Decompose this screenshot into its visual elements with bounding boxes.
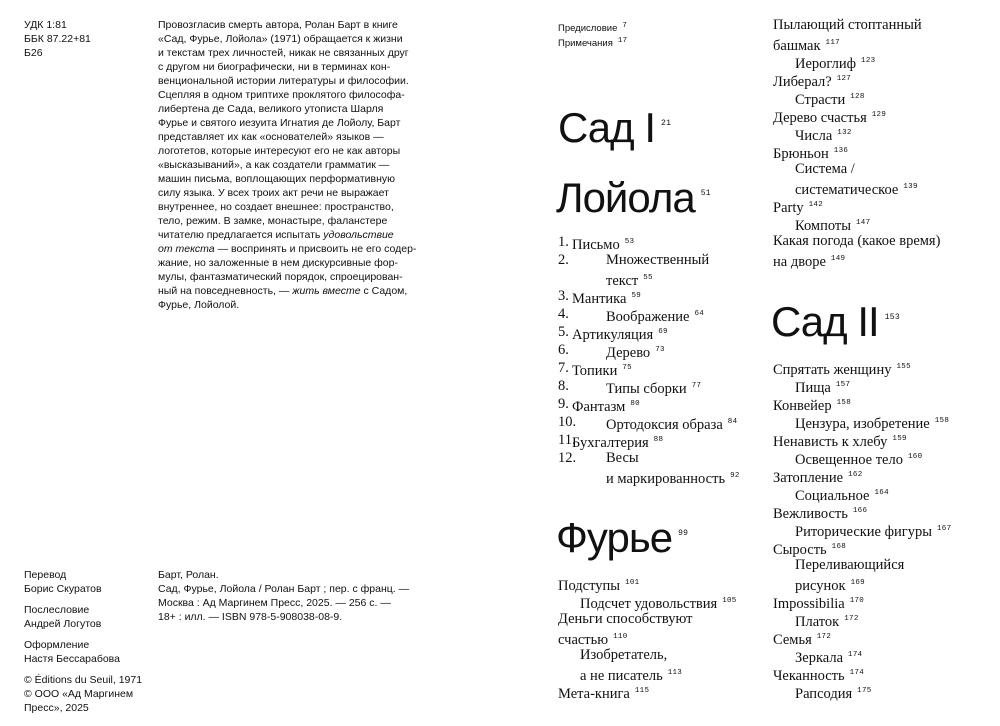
chapter-title: Мантика	[572, 290, 627, 307]
toc-entry[interactable]	[558, 646, 758, 682]
toc-entry[interactable]	[773, 502, 993, 520]
part-heading-sade-1[interactable]	[558, 104, 671, 152]
copyright	[24, 673, 142, 715]
chapter-title: Подступы	[558, 577, 621, 594]
toc-entry-text	[606, 251, 709, 290]
toc-preface[interactable]	[558, 20, 627, 35]
chapter-number: 1.	[558, 234, 569, 250]
toc-entry-text	[580, 646, 682, 685]
chapter-title: Вежливость	[773, 505, 848, 522]
page-number: 168	[831, 543, 847, 551]
page-number: 169	[850, 579, 865, 587]
page-number: 64	[694, 310, 705, 318]
chapter-title: Множественный	[606, 252, 710, 268]
toc-entry[interactable]	[773, 394, 993, 412]
biblio-line: Сад, Фурье, Лойола / Ролан Барт ; пер. с франц. —	[158, 583, 410, 595]
page-number: 128	[850, 93, 865, 101]
chapter-title: Party	[773, 199, 804, 216]
annotation-text: венциональной истории литературы и философии.	[158, 75, 409, 87]
bibliographic-record	[158, 568, 428, 624]
page-number: 155	[896, 363, 911, 371]
annotation-line	[158, 32, 422, 46]
page-number: 55	[643, 274, 653, 282]
page-number: 17	[617, 37, 628, 46]
page-number: 164	[874, 489, 889, 497]
annotation-text: представляет их как «основателей» языков —	[158, 131, 384, 143]
credit-name: Борис Скуратов	[24, 583, 102, 595]
chapter-title: Цензура, изобретение	[795, 415, 930, 432]
chapter-number: 2.	[558, 252, 569, 268]
page-number: 160	[907, 453, 923, 461]
part-title: Лойола	[556, 174, 695, 221]
page-number: 153	[884, 313, 900, 322]
chapter-title: Ортодоксия образа	[606, 416, 723, 433]
annotation-line	[158, 18, 422, 32]
page-number: 166	[852, 507, 868, 515]
toc-entry[interactable]	[773, 592, 993, 610]
toc-entry[interactable]	[773, 52, 993, 70]
chapter-title: Типы сборки	[606, 380, 687, 397]
toc-entry[interactable]	[773, 538, 993, 556]
toc-entry[interactable]	[773, 682, 993, 700]
annotation-text: мулы, фантазматический порядок, спроецирован-	[158, 271, 403, 283]
toc-entry[interactable]	[558, 341, 758, 359]
chapter-title: Изобретатель,	[580, 647, 668, 663]
page-number: 174	[849, 669, 865, 677]
page-number: 75	[622, 364, 632, 372]
chapter-title: Социальное	[795, 487, 870, 504]
part-title: Сад II	[771, 298, 879, 345]
annotation-text: читателю предлагается испытать	[158, 229, 324, 241]
toc-entry[interactable]	[773, 232, 993, 268]
toc-entry-text	[558, 610, 692, 649]
annotation-text: Сцепляя в одном триптихе проклятого философа-	[158, 89, 405, 101]
chapter-title: Пища	[795, 379, 831, 396]
chapter-number: 4.	[558, 306, 569, 322]
chapter-number: 12.	[558, 450, 577, 466]
toc-entry[interactable]	[773, 412, 993, 430]
chapter-title-continued: на дворе	[773, 253, 826, 270]
front-matter	[558, 20, 627, 50]
chapter-title: Переливающийся	[795, 557, 905, 573]
chapter-title: Мета-книга	[558, 685, 630, 702]
annotation-text: Провозгласив смерть автора, Ролан Барт в книге	[158, 19, 398, 31]
annotation-text: «высказываний», а как создатели грамматик —	[158, 159, 390, 171]
toc-entry[interactable]	[773, 160, 993, 196]
toc-entry-text	[795, 556, 904, 595]
toc-entry[interactable]	[558, 323, 758, 341]
annotation-text: тело, режим. В замке, монастыре, фаланстере	[158, 215, 388, 227]
chapter-title: Страсти	[795, 91, 846, 108]
toc-entry[interactable]	[558, 449, 758, 485]
annotation-line	[158, 200, 422, 214]
page-number: 80	[630, 400, 640, 408]
annotation-line	[158, 74, 422, 88]
toc-entry[interactable]	[773, 196, 993, 214]
page-number: 113	[667, 669, 683, 677]
toc-entry[interactable]	[773, 358, 993, 376]
toc-title: Предисловие	[558, 23, 618, 35]
toc-entry[interactable]	[773, 484, 993, 502]
chapter-number: 7.	[558, 360, 569, 376]
chapter-number: 10.	[558, 414, 577, 430]
chapter-title-continued: а не писатель	[580, 667, 663, 684]
page-number: 117	[825, 39, 840, 47]
page-number: 162	[848, 471, 863, 479]
part-heading-sade-2[interactable]	[771, 298, 900, 346]
catalog-codes	[24, 18, 91, 60]
credit-afterword	[24, 603, 142, 631]
credit-role: Послесловие	[24, 604, 90, 616]
annotation-text: жание, но заложенные в нем дискурсивные фор-	[158, 257, 398, 269]
toc-entry[interactable]	[558, 377, 758, 395]
biblio-line: Москва : Ад Маргинем Пресс, 2025. — 256 с. —	[158, 597, 391, 609]
page-number: 123	[861, 57, 876, 65]
chapter-title: Фантазм	[572, 398, 626, 415]
part-title: Фурье	[556, 514, 673, 561]
chapter-title: Система /	[795, 161, 855, 177]
author-mark: Б26	[24, 47, 43, 59]
toc-entry[interactable]	[773, 466, 993, 484]
toc-entry[interactable]	[558, 592, 758, 610]
annotation-text: логотетов, которые интересуют его не как авторы	[158, 145, 401, 157]
toc-entry-text	[795, 682, 872, 703]
chapter-title: Топики	[572, 362, 618, 379]
annotation-line	[158, 270, 422, 284]
toc-entry[interactable]	[773, 124, 993, 142]
chapter-title: Пылающий стоптанный	[773, 17, 922, 33]
chapter-title: Рапсодия	[795, 685, 853, 702]
credit-role: Оформление	[24, 639, 90, 651]
annotation-line	[158, 256, 422, 270]
chapter-title: Семья	[773, 631, 812, 648]
page-number: 77	[691, 382, 702, 390]
annotation-line	[158, 130, 422, 144]
chapter-title: Impossibilia	[773, 595, 845, 612]
part-title: Сад I	[558, 104, 656, 151]
chapter-title: Деньги способствуют	[558, 611, 693, 627]
annotation-text: силу языка. У всех троих акт речи не выражает	[158, 187, 389, 199]
chapter-title: Артикуляция	[572, 326, 654, 343]
annotation-line	[158, 186, 422, 200]
toc-entry[interactable]	[773, 106, 993, 124]
chapter-title-continued: текст	[606, 272, 639, 289]
chapter-title: Ненависть к хлебу	[773, 433, 888, 450]
chapter-title: Воображение	[606, 308, 690, 325]
chapter-title: Весы	[606, 450, 639, 466]
biblio-line: 18+ : илл. — ISBN 978-5-908038-08-9.	[158, 611, 343, 623]
page-number: 159	[892, 435, 907, 443]
page-number: 84	[727, 418, 738, 426]
chapter-title: Дерево	[606, 344, 651, 361]
page-number: 172	[844, 615, 859, 623]
annotation-text: машин письма, воплощающих перформативную	[158, 173, 396, 185]
chapter-title: Числа	[795, 127, 833, 144]
chapter-title: Письмо	[572, 236, 620, 253]
toc-entry[interactable]	[773, 214, 993, 232]
annotation-line	[158, 214, 422, 228]
chapter-title-continued: счастью	[558, 631, 609, 648]
page-number: 136	[833, 147, 849, 155]
chapter-title: Либерал?	[773, 73, 832, 90]
chapter-title: Чеканность	[773, 667, 845, 684]
toc-entry[interactable]	[773, 664, 993, 682]
page-number: 129	[871, 111, 887, 119]
page-number: 132	[837, 129, 852, 137]
page-number: 147	[856, 219, 871, 227]
credit-design	[24, 638, 142, 666]
page-number: 172	[816, 633, 832, 641]
annotation-text: — воспринять и присвоить не его содер-	[214, 243, 417, 255]
page-number: 149	[830, 255, 846, 263]
bbk-code: ББК 87.22+81	[24, 33, 91, 45]
toc-entry[interactable]	[773, 448, 993, 466]
chapter-title-continued: систематическое	[795, 181, 899, 198]
toc-entry[interactable]	[558, 431, 758, 449]
chapter-title-continued: и маркированность	[606, 470, 726, 487]
chapter-title: Платок	[795, 613, 840, 630]
chapter-title: Зеркала	[795, 649, 844, 666]
part-heading-loyola[interactable]	[556, 174, 711, 222]
toc-entry[interactable]	[558, 413, 758, 431]
toc-entry[interactable]	[773, 70, 993, 88]
chapter-title: Какая погода (какое время)	[773, 233, 941, 249]
chapter-number: 9.	[558, 396, 569, 412]
chapter-title: Дерево счастья	[773, 109, 867, 126]
chapter-title: Подсчет удовольствия	[580, 595, 718, 612]
chapter-title: Конвейер	[773, 397, 832, 414]
annotation-text: «Сад, Фурье, Лойола» (1971) обращается к жизни	[158, 33, 403, 45]
page-number: 73	[655, 346, 665, 354]
chapter-title-continued: башмак	[773, 37, 821, 54]
page-number: 158	[934, 417, 950, 425]
toc-entry-text	[606, 449, 740, 488]
annotation-text: и текстам трех личностей, никак не связанных друг	[158, 47, 409, 59]
page-number: 158	[836, 399, 852, 407]
biblio-line: Барт, Ролан.	[158, 569, 219, 581]
chapter-title: Сырость	[773, 541, 827, 558]
chapter-title-continued: рисунок	[795, 577, 846, 594]
page-number: 99	[678, 529, 689, 538]
annotation-line	[158, 102, 422, 116]
annotation-line	[158, 284, 422, 298]
annotation-line	[158, 46, 422, 60]
page-number: 88	[653, 436, 664, 444]
page-number: 92	[730, 472, 740, 480]
toc-entry-text	[773, 16, 922, 55]
page-number: 115	[634, 687, 650, 695]
page-number: 7	[622, 22, 628, 30]
page-number: 139	[903, 183, 918, 191]
left-page	[0, 0, 498, 726]
emphasis-text: от текста	[158, 243, 215, 255]
page-number: 53	[624, 238, 635, 246]
toc-entry[interactable]	[773, 16, 993, 52]
credit-name: Андрей Логутов	[24, 618, 102, 630]
toc-entry[interactable]	[773, 646, 993, 664]
annotation-text: с Садом,	[360, 285, 408, 297]
emphasis-text: жить вместе	[292, 285, 361, 297]
fourier-chapter-list-continued	[773, 16, 993, 268]
udk-code: УДК 1:81	[24, 19, 67, 31]
toc-entry[interactable]	[773, 142, 993, 160]
credit-role: Перевод	[24, 569, 67, 581]
chapter-title: Иероглиф	[795, 55, 857, 72]
page-number: 51	[700, 189, 711, 198]
chapter-title: Затопление	[773, 469, 844, 486]
toc-entry[interactable]	[558, 233, 758, 251]
toc-entry[interactable]	[773, 376, 993, 394]
chapter-title: Освещенное тело	[795, 451, 903, 468]
copyright-line: © ООО «Ад Маргинем	[24, 688, 134, 700]
annotation-text: с другом ни биографически, ни в терминах кон-	[158, 61, 391, 73]
toc-entry[interactable]	[558, 251, 758, 287]
part-heading-fourier[interactable]	[556, 514, 688, 562]
page-number: 157	[835, 381, 851, 389]
chapter-number: 5.	[558, 324, 569, 340]
toc-entry[interactable]	[558, 395, 758, 413]
page-number: 105	[722, 597, 737, 605]
chapter-title: Компоты	[795, 217, 851, 234]
chapter-number: 3.	[558, 288, 569, 304]
toc-entry[interactable]	[558, 359, 758, 377]
annotation	[158, 18, 422, 312]
page-number: 101	[625, 579, 640, 587]
page-number: 174	[848, 651, 863, 659]
annotation-line	[158, 172, 422, 186]
chapter-number: 6.	[558, 342, 569, 358]
toc-entry-text	[795, 160, 918, 199]
sade-2-chapter-list	[773, 358, 993, 700]
annotation-line	[158, 116, 422, 130]
toc-entry[interactable]	[773, 610, 993, 628]
annotation-line	[158, 144, 422, 158]
toc-entry[interactable]	[558, 305, 758, 323]
toc-entry[interactable]	[773, 628, 993, 646]
chapter-number: 8.	[558, 378, 569, 394]
page-number: 59	[631, 292, 642, 300]
toc-notes[interactable]	[558, 35, 627, 50]
annotation-text: Фурье и святого иезуита Игнатия де Лойолу, Барт	[158, 117, 401, 129]
annotation-text: ный на повседневность, —	[158, 285, 293, 297]
annotation-line	[158, 242, 422, 256]
toc-entry[interactable]	[773, 430, 993, 448]
toc-entry[interactable]	[558, 682, 758, 700]
credits	[24, 568, 142, 722]
annotation-line	[158, 298, 422, 312]
emphasis-text: удовольствие	[323, 229, 394, 241]
chapter-title: Бухгалтерия	[572, 434, 649, 451]
page-number: 175	[857, 687, 872, 695]
toc-entry[interactable]	[773, 88, 993, 106]
right-page	[498, 0, 1000, 726]
annotation-line	[158, 228, 422, 242]
page-number: 167	[936, 525, 952, 533]
annotation-line	[158, 88, 422, 102]
page-number: 69	[658, 328, 668, 336]
page-number: 110	[613, 633, 628, 641]
chapter-title: Спрятать женщину	[773, 361, 892, 378]
copyright-line: © Éditions du Seuil, 1971	[24, 674, 143, 686]
toc-title: Примечания	[558, 38, 613, 50]
page-number: 142	[808, 201, 824, 209]
page-number: 21	[661, 119, 672, 128]
annotation-text: внутреннее, но создает внешнее: пространство,	[158, 201, 394, 213]
fourier-chapter-list	[558, 574, 758, 700]
page-number: 170	[849, 597, 865, 605]
chapter-title: Риторические фигуры	[795, 523, 932, 540]
chapter-title: Брюньон	[773, 145, 829, 162]
annotation-line	[158, 60, 422, 74]
annotation-line	[158, 158, 422, 172]
toc-entry[interactable]	[558, 574, 758, 592]
page-number: 127	[836, 75, 852, 83]
copyright-line: Пресс», 2025	[24, 702, 89, 714]
annotation-text: либертена де Сада, великого утописта Шарля	[158, 103, 384, 115]
toc-entry[interactable]	[773, 556, 993, 592]
toc-entry[interactable]	[773, 520, 993, 538]
loyola-chapter-list	[558, 233, 758, 485]
credit-translation	[24, 568, 142, 596]
toc-entry-text	[773, 232, 940, 271]
annotation-text: Фурье, Лойолой.	[158, 299, 240, 311]
toc-entry[interactable]	[558, 610, 758, 646]
credit-name: Настя Бессарабова	[24, 653, 120, 665]
chapter-number: 11.	[558, 432, 576, 448]
toc-entry[interactable]	[558, 287, 758, 305]
toc-entry-text	[558, 682, 649, 703]
